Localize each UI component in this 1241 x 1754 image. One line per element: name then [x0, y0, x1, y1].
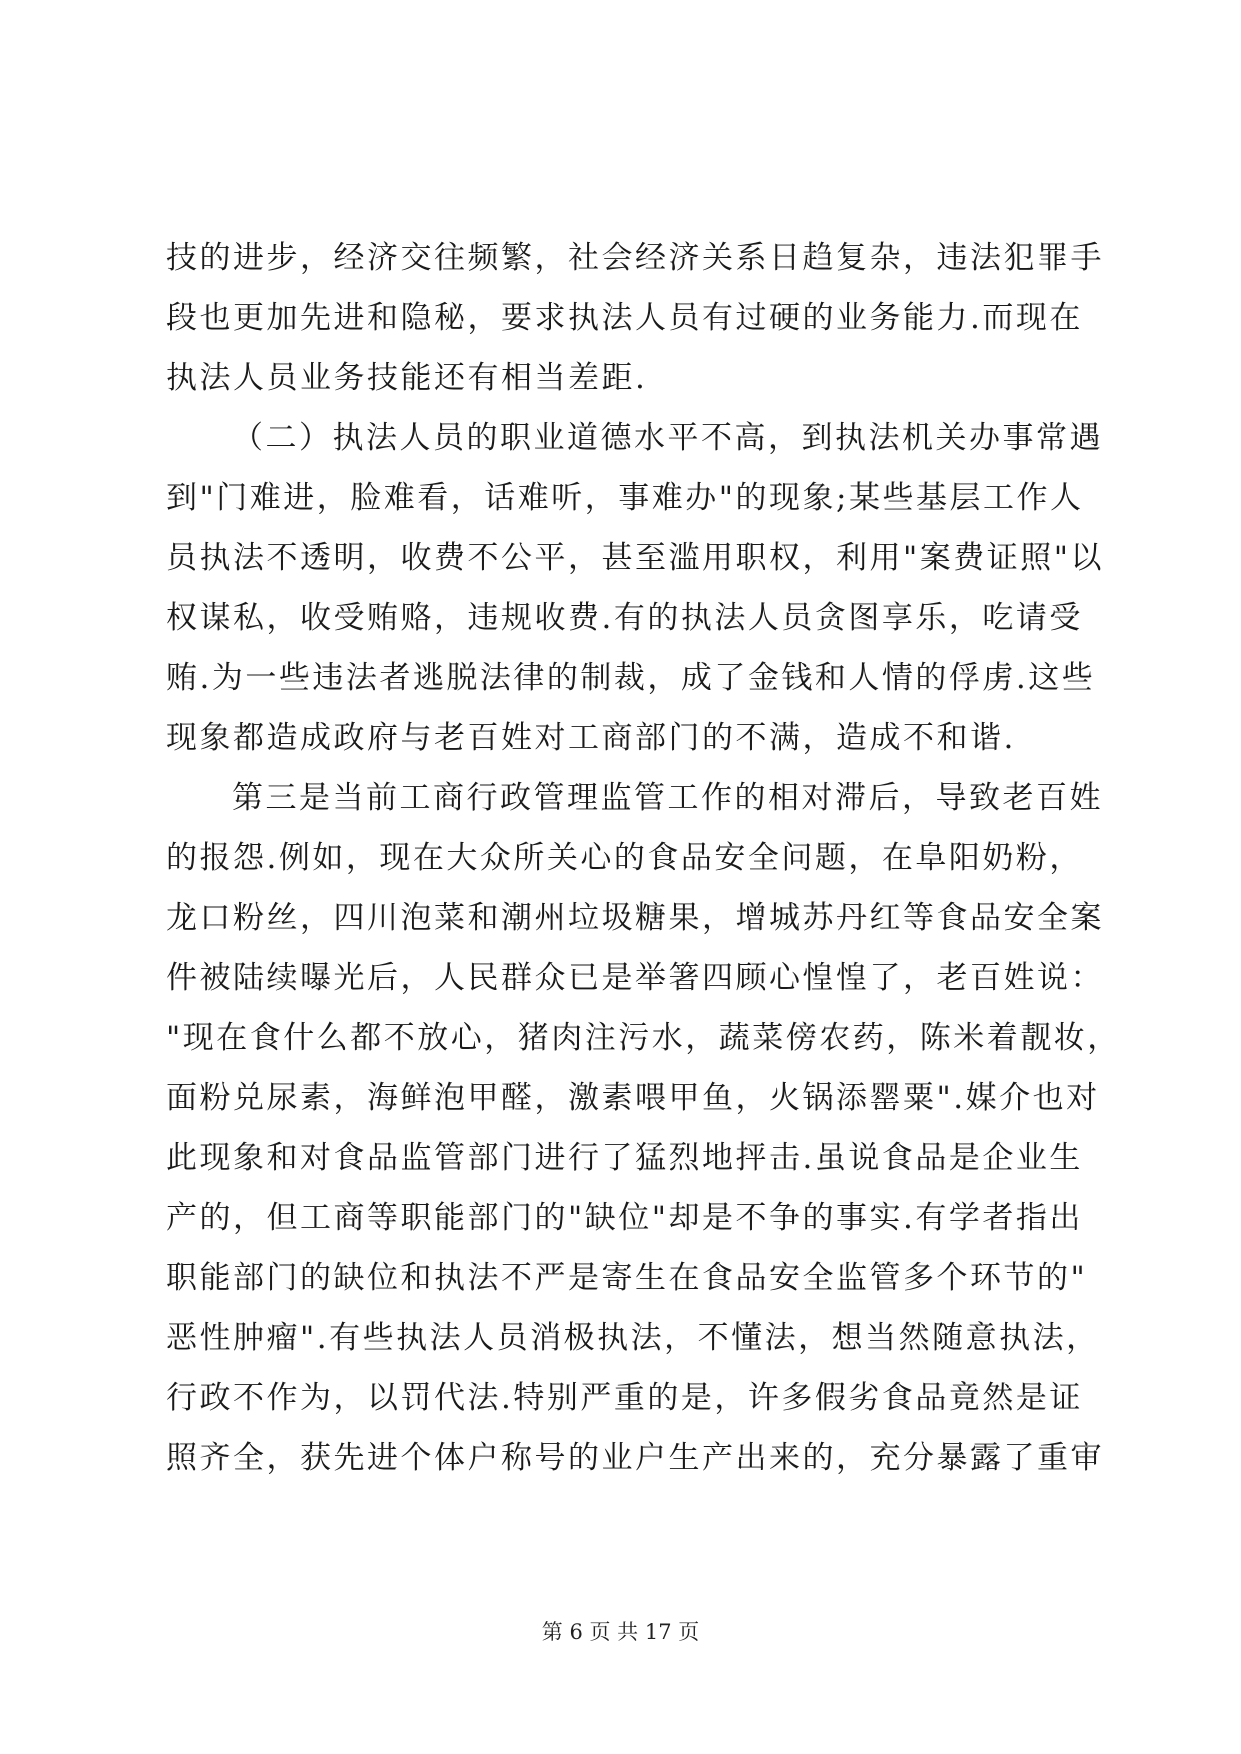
text-line: 员执法不透明，收费不公平，甚至滥用职权，利用"案费证照"以 [166, 540, 1105, 576]
text-line: （二）执法人员的职业道德水平不高，到执法机关办事常遇 [232, 420, 1103, 456]
text-line: 照齐全，获先进个体户称号的业户生产出来的，充分暴露了重审 [166, 1440, 1104, 1476]
document-body [166, 228, 1121, 1488]
text-line: 产的，但工商等职能部门的"缺位"却是不争的事实.有学者指出 [166, 1200, 1083, 1236]
text-line: 段也更加先进和隐秘，要求执法人员有过硬的业务能力.而现在 [166, 300, 1083, 336]
page-number-footer: 第 6 页 共 17 页 [541, 1620, 700, 1644]
text-line: 的报怨.例如，现在大众所关心的食品安全问题，在阜阳奶粉， [166, 840, 1083, 876]
paragraph-2 [166, 408, 1105, 768]
text-line: 权谋私，收受贿赂，违规收费.有的执法人员贪图享乐，吃请受 [166, 600, 1083, 636]
text-line: 件被陆续曝光后，人民群众已是举箸四顾心惶惶了，老百姓说： [166, 960, 1104, 996]
text-line: "现在食什么都不放心，猪肉注污水，蔬菜傍农药，陈米着靓妆， [166, 1020, 1121, 1056]
paragraph-1 [166, 228, 1104, 408]
text-line: 面粉兑尿素，海鲜泡甲醛，激素喂甲鱼，火锅添罂粟".媒介也对 [166, 1080, 1100, 1116]
text-line: 现象都造成政府与老百姓对工商部门的不满，造成不和谐. [166, 720, 1016, 756]
text-line: 龙口粉丝，四川泡菜和潮州垃圾糖果，增城苏丹红等食品安全案 [166, 900, 1104, 936]
text-line: 职能部门的缺位和执法不严是寄生在食品安全监管多个环节的" [166, 1260, 1088, 1296]
text-line: 恶性肿瘤".有些执法人员消极执法，不懂法，想当然随意执法， [166, 1320, 1100, 1356]
text-line: 第三是当前工商行政管理监管工作的相对滞后，导致老百姓 [232, 780, 1103, 816]
text-line: 到"门难进，脸难看，话难听，事难办"的现象;某些基层工作人 [166, 480, 1084, 516]
text-line: 技的进步，经济交往频繁，社会经济关系日趋复杂，违法犯罪手 [166, 240, 1104, 276]
paragraph-3 [166, 768, 1121, 1488]
text-line: 此现象和对食品监管部门进行了猛烈地抨击.虽说食品是企业生 [166, 1140, 1083, 1176]
text-line: 行政不作为，以罚代法.特别严重的是，许多假劣食品竟然是证 [166, 1380, 1083, 1416]
text-line: 执法人员业务技能还有相当差距. [166, 360, 648, 396]
text-line: 贿.为一些违法者逃脱法律的制裁，成了金钱和人情的俘虏.这些 [166, 660, 1096, 696]
